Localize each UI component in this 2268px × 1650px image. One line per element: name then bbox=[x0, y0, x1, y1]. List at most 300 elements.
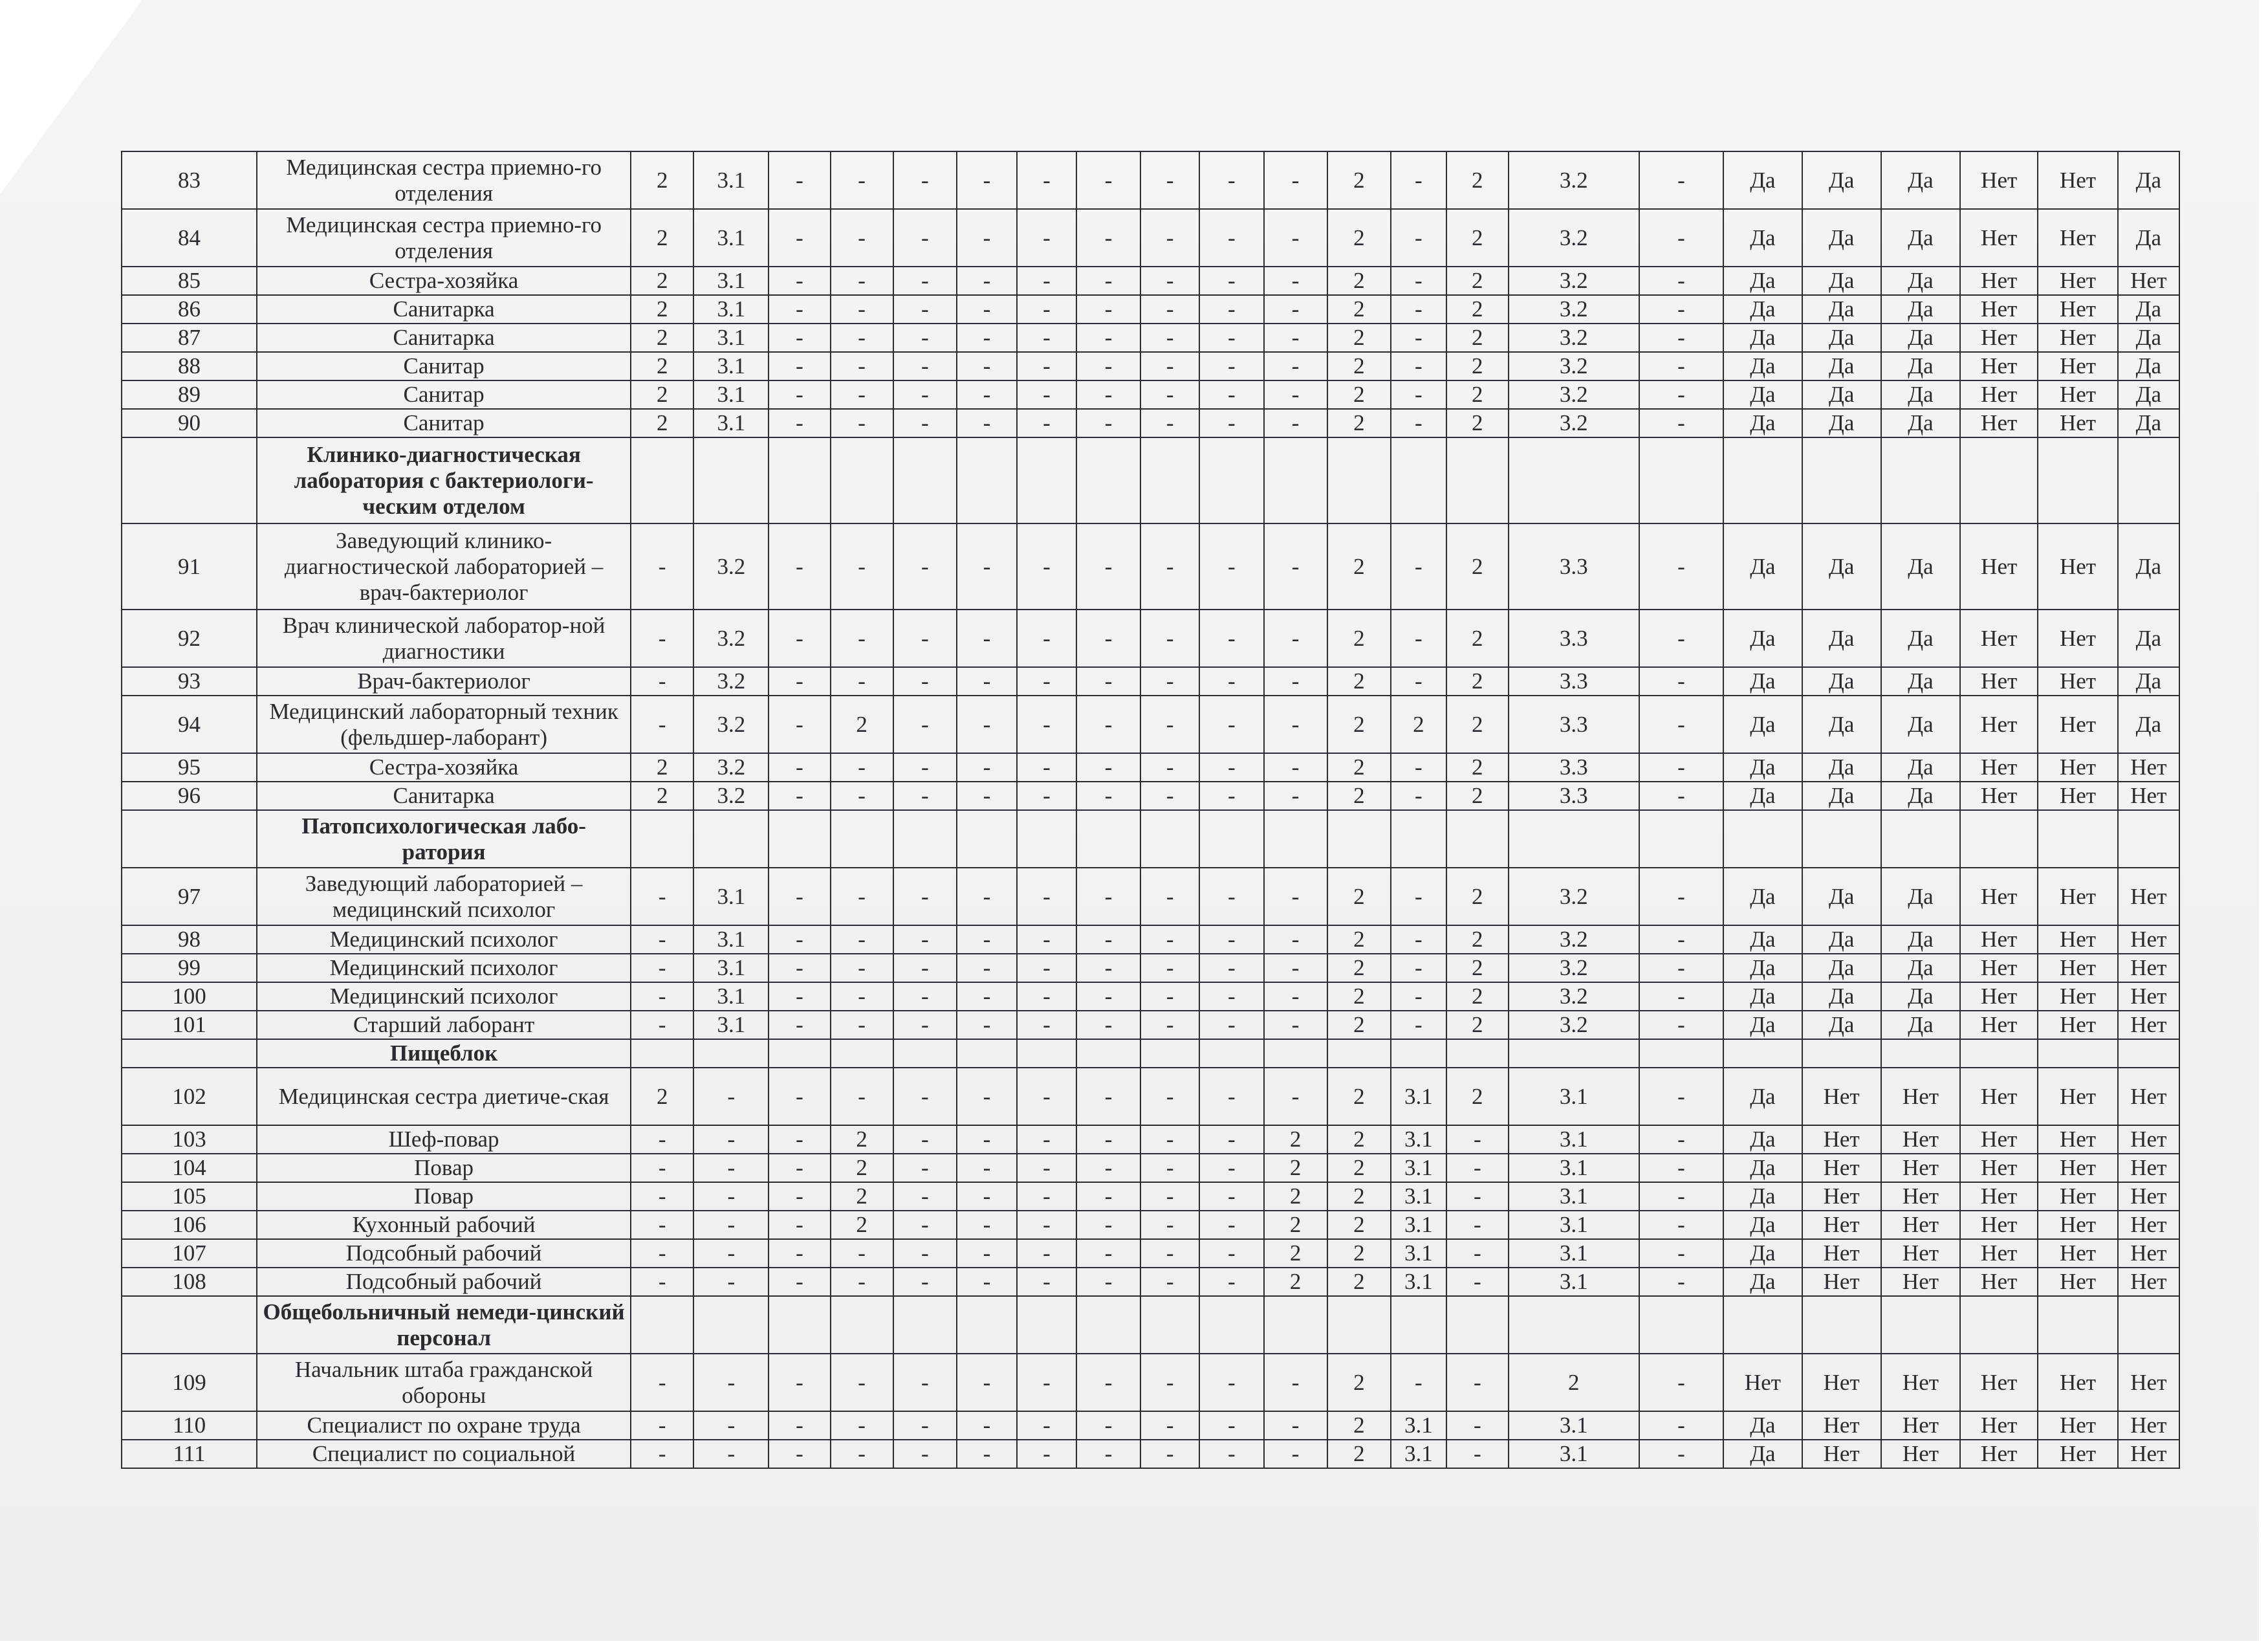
position-name-cell: Медицинский психолог bbox=[257, 925, 631, 954]
value-cell: 2 bbox=[1446, 409, 1509, 437]
value-cell: - bbox=[1639, 1125, 1724, 1154]
value-cell: - bbox=[893, 782, 957, 810]
value-cell: - bbox=[831, 954, 893, 982]
value-cell: - bbox=[893, 295, 957, 324]
value-cell bbox=[893, 1039, 957, 1068]
row-number-cell: 88 bbox=[122, 352, 257, 380]
value-cell: - bbox=[631, 1011, 693, 1039]
value-cell: - bbox=[831, 1440, 893, 1468]
value-cell: Да bbox=[2118, 324, 2179, 352]
value-cell: - bbox=[1199, 610, 1263, 667]
value-cell: - bbox=[1140, 868, 1199, 925]
value-cell: Да bbox=[1723, 1211, 1802, 1239]
value-cell: - bbox=[1639, 151, 1724, 209]
value-cell: - bbox=[631, 982, 693, 1011]
value-cell: Да bbox=[1881, 610, 1960, 667]
value-cell: - bbox=[769, 782, 830, 810]
value-cell: - bbox=[1076, 151, 1140, 209]
value-cell: - bbox=[831, 523, 893, 610]
value-cell bbox=[1076, 1296, 1140, 1354]
value-cell: - bbox=[1140, 1125, 1199, 1154]
section-header-row bbox=[122, 437, 2179, 523]
value-cell: Нет bbox=[1960, 380, 2038, 409]
value-cell: - bbox=[831, 782, 893, 810]
value-cell: Нет bbox=[1960, 954, 2038, 982]
value-cell: 2 bbox=[1327, 523, 1391, 610]
value-cell: Нет bbox=[2038, 380, 2117, 409]
value-cell: Нет bbox=[1960, 523, 2038, 610]
value-cell: 2 bbox=[831, 1211, 893, 1239]
value-cell: 2 bbox=[1327, 267, 1391, 295]
value-cell: Да bbox=[1802, 925, 1881, 954]
value-cell: - bbox=[769, 1011, 830, 1039]
value-cell: - bbox=[1140, 409, 1199, 437]
value-cell: - bbox=[1199, 352, 1263, 380]
value-cell: 2 bbox=[1327, 610, 1391, 667]
value-cell: Да bbox=[1881, 523, 1960, 610]
value-cell: - bbox=[831, 295, 893, 324]
value-cell: Нет bbox=[2038, 667, 2117, 696]
value-cell: - bbox=[893, 1411, 957, 1440]
value-cell: 3.1 bbox=[1509, 1211, 1639, 1239]
value-cell: - bbox=[893, 667, 957, 696]
value-cell bbox=[1391, 437, 1446, 523]
value-cell: - bbox=[1639, 782, 1724, 810]
value-cell: - bbox=[1199, 209, 1263, 267]
value-cell: Да bbox=[1723, 1068, 1802, 1125]
value-cell: - bbox=[1639, 667, 1724, 696]
table-row bbox=[122, 209, 2179, 267]
value-cell bbox=[693, 437, 769, 523]
value-cell bbox=[1446, 810, 1509, 868]
value-cell: - bbox=[1199, 1011, 1263, 1039]
value-cell: - bbox=[893, 1068, 957, 1125]
value-cell: - bbox=[957, 1239, 1017, 1268]
value-cell: - bbox=[1199, 267, 1263, 295]
value-cell: - bbox=[1017, 267, 1076, 295]
value-cell: - bbox=[631, 667, 693, 696]
value-cell bbox=[1327, 437, 1391, 523]
value-cell: - bbox=[631, 1182, 693, 1211]
row-number-cell bbox=[122, 437, 257, 523]
value-cell: 3.1 bbox=[693, 925, 769, 954]
value-cell: Нет bbox=[2118, 1268, 2179, 1296]
value-cell: 3.2 bbox=[1509, 295, 1639, 324]
value-cell: - bbox=[1391, 523, 1446, 610]
row-number-cell: 90 bbox=[122, 409, 257, 437]
value-cell: 2 bbox=[1327, 782, 1391, 810]
value-cell: Да bbox=[1723, 610, 1802, 667]
value-cell: - bbox=[769, 1182, 830, 1211]
value-cell bbox=[1264, 1039, 1327, 1068]
value-cell: - bbox=[1199, 1068, 1263, 1125]
value-cell: - bbox=[1140, 295, 1199, 324]
value-cell: Нет bbox=[2118, 1068, 2179, 1125]
row-number-cell: 91 bbox=[122, 523, 257, 610]
value-cell: - bbox=[1076, 667, 1140, 696]
value-cell: - bbox=[957, 380, 1017, 409]
value-cell: Нет bbox=[1960, 667, 2038, 696]
table-row bbox=[122, 1154, 2179, 1182]
value-cell: - bbox=[893, 1211, 957, 1239]
value-cell: - bbox=[1076, 954, 1140, 982]
value-cell: - bbox=[957, 1182, 1017, 1211]
value-cell: - bbox=[1639, 409, 1724, 437]
value-cell: Нет bbox=[2038, 1440, 2117, 1468]
value-cell: Нет bbox=[1881, 1411, 1960, 1440]
position-name-cell: Повар bbox=[257, 1182, 631, 1211]
value-cell: - bbox=[1076, 1068, 1140, 1125]
staff-assessment-table bbox=[121, 151, 2180, 1469]
value-cell: Да bbox=[1802, 667, 1881, 696]
value-cell: - bbox=[831, 151, 893, 209]
value-cell: 2 bbox=[1446, 1068, 1509, 1125]
table-row bbox=[122, 954, 2179, 982]
value-cell: Да bbox=[1802, 352, 1881, 380]
value-cell: - bbox=[831, 1411, 893, 1440]
value-cell: - bbox=[1391, 1011, 1446, 1039]
value-cell: - bbox=[1264, 1440, 1327, 1468]
value-cell: Да bbox=[1723, 782, 1802, 810]
value-cell: - bbox=[957, 1268, 1017, 1296]
value-cell: - bbox=[1264, 523, 1327, 610]
value-cell bbox=[1076, 437, 1140, 523]
value-cell: - bbox=[693, 1239, 769, 1268]
value-cell: Нет bbox=[1960, 1154, 2038, 1182]
value-cell: Нет bbox=[2038, 610, 2117, 667]
value-cell: - bbox=[1076, 409, 1140, 437]
value-cell: Да bbox=[1723, 868, 1802, 925]
value-cell bbox=[1960, 1296, 2038, 1354]
value-cell: - bbox=[1264, 267, 1327, 295]
value-cell bbox=[1076, 810, 1140, 868]
value-cell: - bbox=[769, 667, 830, 696]
value-cell: - bbox=[893, 324, 957, 352]
value-cell: - bbox=[1017, 324, 1076, 352]
value-cell: - bbox=[769, 380, 830, 409]
value-cell: - bbox=[1199, 982, 1263, 1011]
row-number-cell: 94 bbox=[122, 696, 257, 753]
value-cell bbox=[1391, 1296, 1446, 1354]
row-number-cell: 85 bbox=[122, 267, 257, 295]
value-cell: - bbox=[1076, 782, 1140, 810]
value-cell: Да bbox=[1881, 380, 1960, 409]
value-cell: - bbox=[1140, 610, 1199, 667]
value-cell bbox=[693, 1296, 769, 1354]
value-cell: - bbox=[1017, 352, 1076, 380]
value-cell: Нет bbox=[1960, 1211, 2038, 1239]
value-cell: - bbox=[769, 696, 830, 753]
value-cell: - bbox=[1639, 267, 1724, 295]
value-cell: Да bbox=[1723, 1125, 1802, 1154]
value-cell: Нет bbox=[1881, 1068, 1960, 1125]
value-cell: - bbox=[893, 753, 957, 782]
value-cell: - bbox=[1017, 954, 1076, 982]
value-cell: - bbox=[893, 1354, 957, 1411]
value-cell: - bbox=[1076, 925, 1140, 954]
value-cell: - bbox=[957, 667, 1017, 696]
value-cell: 2 bbox=[831, 1125, 893, 1154]
value-cell bbox=[1509, 1039, 1639, 1068]
position-name-cell: Подсобный рабочий bbox=[257, 1239, 631, 1268]
value-cell bbox=[769, 437, 830, 523]
value-cell: 3.2 bbox=[693, 610, 769, 667]
value-cell: 3.2 bbox=[1509, 925, 1639, 954]
value-cell: - bbox=[1140, 1211, 1199, 1239]
value-cell: 2 bbox=[1264, 1125, 1327, 1154]
value-cell: - bbox=[1199, 1125, 1263, 1154]
value-cell: - bbox=[1639, 982, 1724, 1011]
value-cell: - bbox=[769, 1440, 830, 1468]
value-cell: - bbox=[1140, 1068, 1199, 1125]
value-cell: 2 bbox=[1327, 1154, 1391, 1182]
position-name-cell: Повар bbox=[257, 1154, 631, 1182]
value-cell: Нет bbox=[2038, 1211, 2117, 1239]
value-cell: - bbox=[1076, 1182, 1140, 1211]
value-cell: - bbox=[1639, 1239, 1724, 1268]
value-cell: - bbox=[769, 610, 830, 667]
value-cell: Нет bbox=[1960, 352, 2038, 380]
position-name-cell: Начальник штаба гражданской обороны bbox=[257, 1354, 631, 1411]
value-cell: 2 bbox=[1327, 868, 1391, 925]
value-cell: Да bbox=[1881, 982, 1960, 1011]
value-cell: Да bbox=[1723, 982, 1802, 1011]
value-cell bbox=[831, 437, 893, 523]
row-number-cell: 89 bbox=[122, 380, 257, 409]
value-cell bbox=[1017, 437, 1076, 523]
value-cell: 2 bbox=[1446, 982, 1509, 1011]
value-cell: 2 bbox=[1327, 1440, 1391, 1468]
value-cell: Нет bbox=[2118, 1182, 2179, 1211]
value-cell bbox=[631, 437, 693, 523]
value-cell: - bbox=[1017, 696, 1076, 753]
value-cell bbox=[1327, 1296, 1391, 1354]
value-cell: - bbox=[1076, 352, 1140, 380]
value-cell: Нет bbox=[1881, 1125, 1960, 1154]
value-cell bbox=[1960, 1039, 2038, 1068]
value-cell: Нет bbox=[1960, 1011, 2038, 1039]
table-row bbox=[122, 295, 2179, 324]
value-cell: Нет bbox=[1802, 1154, 1881, 1182]
value-cell: - bbox=[693, 1154, 769, 1182]
value-cell bbox=[1723, 1039, 1802, 1068]
value-cell: - bbox=[1639, 352, 1724, 380]
value-cell bbox=[769, 1296, 830, 1354]
value-cell: - bbox=[1639, 324, 1724, 352]
value-cell: Нет bbox=[2038, 523, 2117, 610]
position-name-cell: Сестра-хозяйка bbox=[257, 267, 631, 295]
row-number-cell bbox=[122, 810, 257, 868]
value-cell: - bbox=[1264, 782, 1327, 810]
value-cell bbox=[1509, 1296, 1639, 1354]
value-cell bbox=[1327, 810, 1391, 868]
value-cell: - bbox=[1076, 1125, 1140, 1154]
value-cell: Да bbox=[2118, 610, 2179, 667]
value-cell: - bbox=[1140, 925, 1199, 954]
value-cell: - bbox=[1446, 1211, 1509, 1239]
value-cell: 3.1 bbox=[1391, 1440, 1446, 1468]
value-cell: 3.1 bbox=[1391, 1182, 1446, 1211]
value-cell: - bbox=[1264, 982, 1327, 1011]
value-cell: - bbox=[957, 782, 1017, 810]
value-cell: 2 bbox=[1327, 380, 1391, 409]
value-cell: - bbox=[893, 696, 957, 753]
value-cell: Нет bbox=[2038, 1182, 2117, 1211]
value-cell: - bbox=[1199, 667, 1263, 696]
value-cell: 2 bbox=[631, 324, 693, 352]
position-name-cell: Старший лаборант bbox=[257, 1011, 631, 1039]
value-cell: Да bbox=[1802, 523, 1881, 610]
value-cell: - bbox=[957, 409, 1017, 437]
value-cell: 2 bbox=[1446, 610, 1509, 667]
value-cell bbox=[1017, 810, 1076, 868]
value-cell: - bbox=[831, 352, 893, 380]
value-cell: 3.1 bbox=[1391, 1154, 1446, 1182]
value-cell: 2 bbox=[1446, 209, 1509, 267]
value-cell: - bbox=[1076, 1411, 1140, 1440]
value-cell: - bbox=[1639, 696, 1724, 753]
value-cell: - bbox=[769, 982, 830, 1011]
value-cell: Нет bbox=[2118, 753, 2179, 782]
value-cell: 2 bbox=[1327, 1011, 1391, 1039]
value-cell: 2 bbox=[1446, 380, 1509, 409]
value-cell: Да bbox=[1802, 209, 1881, 267]
value-cell: - bbox=[1199, 1211, 1263, 1239]
table-row bbox=[122, 1268, 2179, 1296]
value-cell: - bbox=[1639, 868, 1724, 925]
value-cell: 2 bbox=[1264, 1211, 1327, 1239]
value-cell: Да bbox=[1802, 295, 1881, 324]
position-name-cell: Заведующий клинико-диагностической лабораторией – врач-бактериолог bbox=[257, 523, 631, 610]
value-cell bbox=[2118, 437, 2179, 523]
value-cell: Нет bbox=[2038, 1011, 2117, 1039]
value-cell: - bbox=[1391, 954, 1446, 982]
value-cell bbox=[1723, 1296, 1802, 1354]
value-cell: - bbox=[1446, 1411, 1509, 1440]
value-cell: - bbox=[831, 1268, 893, 1296]
value-cell bbox=[1140, 1039, 1199, 1068]
value-cell: - bbox=[831, 925, 893, 954]
value-cell bbox=[2038, 810, 2117, 868]
value-cell: - bbox=[893, 1011, 957, 1039]
value-cell: - bbox=[631, 1354, 693, 1411]
value-cell: Нет bbox=[1881, 1268, 1960, 1296]
value-cell bbox=[1391, 1039, 1446, 1068]
value-cell: - bbox=[1391, 380, 1446, 409]
value-cell bbox=[831, 810, 893, 868]
value-cell: - bbox=[769, 1154, 830, 1182]
value-cell: Нет bbox=[1960, 1268, 2038, 1296]
value-cell: - bbox=[631, 954, 693, 982]
value-cell: - bbox=[1391, 925, 1446, 954]
row-number-cell: 83 bbox=[122, 151, 257, 209]
value-cell: 2 bbox=[631, 267, 693, 295]
value-cell: Нет bbox=[1802, 1440, 1881, 1468]
value-cell: - bbox=[1639, 1011, 1724, 1039]
value-cell: Нет bbox=[2038, 982, 2117, 1011]
value-cell: - bbox=[957, 352, 1017, 380]
value-cell: 3.1 bbox=[693, 982, 769, 1011]
value-cell: - bbox=[1199, 380, 1263, 409]
position-name-cell: Специалист по социальной bbox=[257, 1440, 631, 1468]
value-cell: - bbox=[769, 1211, 830, 1239]
row-number-cell: 103 bbox=[122, 1125, 257, 1154]
value-cell: 3.2 bbox=[1509, 267, 1639, 295]
position-name-cell: Врач-бактериолог bbox=[257, 667, 631, 696]
row-number-cell: 92 bbox=[122, 610, 257, 667]
value-cell: - bbox=[893, 1268, 957, 1296]
value-cell: - bbox=[893, 982, 957, 1011]
value-cell: - bbox=[769, 409, 830, 437]
value-cell: Да bbox=[1881, 782, 1960, 810]
row-number-cell: 111 bbox=[122, 1440, 257, 1468]
value-cell: Нет bbox=[1802, 1354, 1881, 1411]
value-cell: - bbox=[1264, 1011, 1327, 1039]
value-cell: - bbox=[1076, 1440, 1140, 1468]
value-cell: Да bbox=[1802, 782, 1881, 810]
value-cell: Нет bbox=[1960, 753, 2038, 782]
value-cell: 2 bbox=[631, 295, 693, 324]
value-cell: 2 bbox=[1391, 696, 1446, 753]
value-cell: Нет bbox=[2118, 982, 2179, 1011]
value-cell: Нет bbox=[2038, 1354, 2117, 1411]
value-cell: - bbox=[631, 523, 693, 610]
value-cell: 2 bbox=[1327, 925, 1391, 954]
value-cell: 3.2 bbox=[1509, 380, 1639, 409]
value-cell: Да bbox=[1723, 954, 1802, 982]
value-cell: 3.1 bbox=[1509, 1239, 1639, 1268]
value-cell: - bbox=[1199, 295, 1263, 324]
value-cell: Да bbox=[1723, 267, 1802, 295]
value-cell: - bbox=[1017, 1440, 1076, 1468]
value-cell: 3.1 bbox=[1391, 1125, 1446, 1154]
value-cell: - bbox=[1199, 324, 1263, 352]
value-cell: - bbox=[1264, 151, 1327, 209]
value-cell: 3.1 bbox=[693, 868, 769, 925]
value-cell: - bbox=[831, 267, 893, 295]
position-name-cell: Медицинский психолог bbox=[257, 982, 631, 1011]
value-cell: 2 bbox=[1446, 352, 1509, 380]
value-cell: - bbox=[1140, 1354, 1199, 1411]
value-cell: - bbox=[957, 982, 1017, 1011]
value-cell: - bbox=[1391, 1354, 1446, 1411]
value-cell: Да bbox=[1723, 523, 1802, 610]
value-cell: - bbox=[1639, 925, 1724, 954]
value-cell: Нет bbox=[1960, 696, 2038, 753]
value-cell: Нет bbox=[2118, 1011, 2179, 1039]
value-cell: 2 bbox=[1327, 352, 1391, 380]
position-name-cell: Санитар bbox=[257, 409, 631, 437]
value-cell bbox=[2118, 1296, 2179, 1354]
row-number-cell: 110 bbox=[122, 1411, 257, 1440]
value-cell bbox=[1723, 810, 1802, 868]
value-cell: 2 bbox=[1327, 151, 1391, 209]
value-cell: - bbox=[893, 1182, 957, 1211]
value-cell: - bbox=[1391, 209, 1446, 267]
value-cell: - bbox=[957, 1125, 1017, 1154]
position-name-cell: Санитарка bbox=[257, 324, 631, 352]
value-cell: Да bbox=[2118, 295, 2179, 324]
value-cell: Нет bbox=[1960, 1125, 2038, 1154]
value-cell: Да bbox=[1881, 925, 1960, 954]
value-cell: 3.2 bbox=[1509, 868, 1639, 925]
value-cell: Нет bbox=[2038, 1068, 2117, 1125]
value-cell: - bbox=[769, 1354, 830, 1411]
value-cell: - bbox=[1391, 409, 1446, 437]
value-cell: Да bbox=[2118, 352, 2179, 380]
value-cell: - bbox=[1017, 295, 1076, 324]
value-cell: - bbox=[1017, 1268, 1076, 1296]
